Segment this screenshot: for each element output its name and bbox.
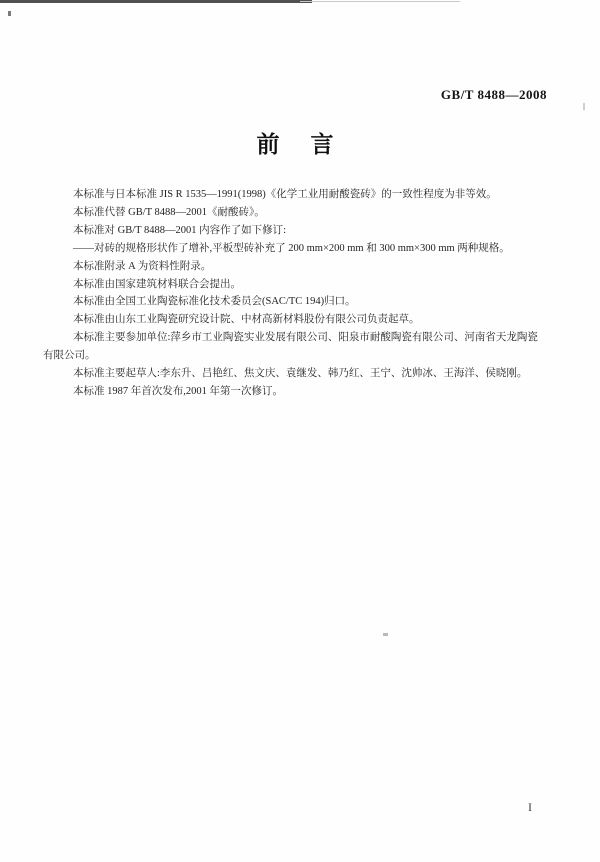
foreword-paragraph: 本标准 1987 年首次发布,2001 年第一次修订。 xyxy=(73,385,283,397)
scan-artifact-top-bar xyxy=(0,0,312,3)
foreword-paragraph: 本标准由山东工业陶瓷研究设计院、中材高新材料股份有限公司负责起草。 xyxy=(73,314,420,326)
foreword-paragraph: 本标准代替 GB/T 8488—2001《耐酸砖》。 xyxy=(73,206,265,218)
foreword-body xyxy=(43,186,545,401)
foreword-paragraph: 本标准附录 A 为资料性附录。 xyxy=(73,260,212,272)
foreword-paragraph: 本标准由全国工业陶瓷标准化技术委员会(SAC/TC 194)归口。 xyxy=(73,296,356,308)
foreword-paragraph: 本标准主要起草人:李东升、吕艳红、焦文庆、袁继发、韩乃红、王宁、沈帅冰、王海洋、侯晓刚。 xyxy=(73,368,528,380)
foreword-paragraph: 本标准由国家建筑材料联合会提出。 xyxy=(73,278,241,290)
page-title xyxy=(0,132,590,157)
page-title-text: 前言 xyxy=(256,132,365,157)
foreword-paragraph: 本标准与日本标准 JIS R 1535—1991(1998)《化学工业用耐酸瓷砖》的一致性程度为非等效。 xyxy=(73,189,497,200)
scan-speck xyxy=(8,11,11,16)
scan-artifact-top-bar-fade xyxy=(300,1,460,2)
foreword-paragraph: 本标准主要参加单位:萍乡市工业陶瓷实业发展有限公司、阳泉市耐酸陶瓷有限公司、河南省天龙陶瓷有限公司。 xyxy=(43,332,538,362)
scan-speck xyxy=(583,103,585,110)
page-number: I xyxy=(528,800,532,814)
foreword-paragraph: 本标准对 GB/T 8488—2001 内容作了如下修订: xyxy=(73,224,287,236)
scan-speck xyxy=(383,633,388,636)
standard-code-header: GB/T 8488—2008 xyxy=(440,87,547,102)
foreword-revision-item: ——对砖的规格形状作了增补,平板型砖补充了 200 mm×200 mm 和 300 mm×300 mm 两种规格。 xyxy=(73,242,510,254)
